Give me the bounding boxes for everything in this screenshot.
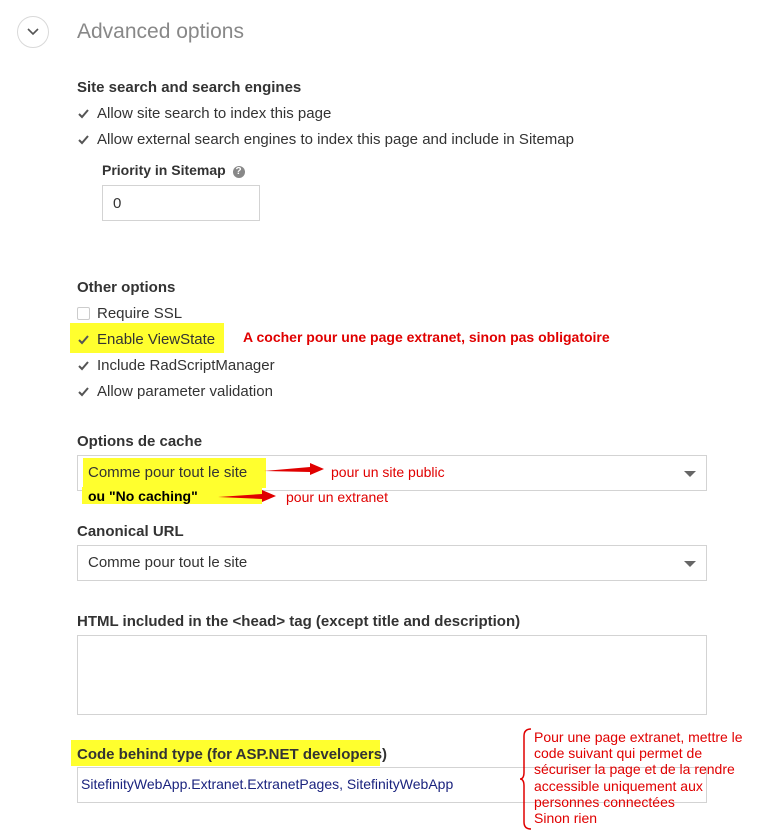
code-behind-input[interactable]: SitefinityWebApp.Extranet.ExtranetPages, SitefinityWebApp xyxy=(77,767,707,803)
chevron-down-icon xyxy=(684,561,696,567)
public-site-annotation: pour un site public xyxy=(331,464,445,480)
arrow-right-icon xyxy=(264,462,326,478)
canonical-url-heading: Canonical URL xyxy=(77,523,184,540)
cache-select-value: Comme pour tout le site xyxy=(88,464,248,481)
enable-viewstate-checkbox[interactable] xyxy=(77,329,215,349)
arrow-right-icon xyxy=(218,488,278,504)
checkbox-label: Include RadScriptManager xyxy=(97,356,275,374)
checkbox-label: Enable ViewState xyxy=(97,330,216,348)
code-behind-annotation: Pour une page extranet, mettre le code suivant qui permet de sécuriser la page et de la rendre accessible uniquement aux personnes connectées Sinon rien xyxy=(534,729,743,827)
checkmark-icon xyxy=(77,133,90,146)
head-html-heading: HTML included in the <head> tag (except title and description) xyxy=(77,613,521,630)
canonical-url-select[interactable] xyxy=(77,545,707,581)
chevron-down-icon xyxy=(684,471,696,477)
priority-input[interactable]: 0 xyxy=(102,185,260,221)
code-behind-heading: Code behind type (for ASP.NET developers) xyxy=(77,746,388,763)
chevron-down-icon xyxy=(27,28,39,36)
no-caching-hint: ou "No caching" xyxy=(88,488,198,504)
curly-brace-icon xyxy=(519,728,533,830)
checkbox-empty-icon xyxy=(77,307,90,320)
extranet-annotation: pour un extranet xyxy=(286,489,388,505)
checkbox-label: Allow external search engines to index this page and include in Sitemap xyxy=(97,130,574,148)
checkbox-label: Require SSL xyxy=(97,304,183,322)
head-html-textarea[interactable] xyxy=(77,635,707,715)
canonical-select-value: Comme pour tout le site xyxy=(88,554,248,571)
allow-parameter-validation-checkbox[interactable] xyxy=(77,381,273,401)
cache-options-heading: Options de cache xyxy=(77,433,203,450)
require-ssl-checkbox[interactable] xyxy=(77,303,182,323)
checkmark-icon xyxy=(77,359,90,372)
checkmark-icon xyxy=(77,385,90,398)
checkmark-icon xyxy=(77,107,90,120)
checkmark-icon xyxy=(77,333,90,346)
site-search-heading: Site search and search engines xyxy=(77,79,302,96)
help-icon[interactable]: ? xyxy=(233,166,245,178)
section-title-advanced-options: Advanced options xyxy=(77,20,244,43)
other-options-heading: Other options xyxy=(77,279,176,296)
viewstate-annotation: A cocher pour une page extranet, sinon pas obligatoire xyxy=(243,329,610,345)
collapse-toggle-button[interactable] xyxy=(17,16,49,48)
priority-label: Priority in Sitemap ? xyxy=(102,162,245,178)
allow-external-search-checkbox[interactable] xyxy=(77,129,574,149)
allow-site-search-checkbox[interactable] xyxy=(77,103,331,123)
include-radscriptmanager-checkbox[interactable] xyxy=(77,355,275,375)
checkbox-label: Allow site search to index this page xyxy=(97,104,332,122)
checkbox-label: Allow parameter validation xyxy=(97,382,273,400)
